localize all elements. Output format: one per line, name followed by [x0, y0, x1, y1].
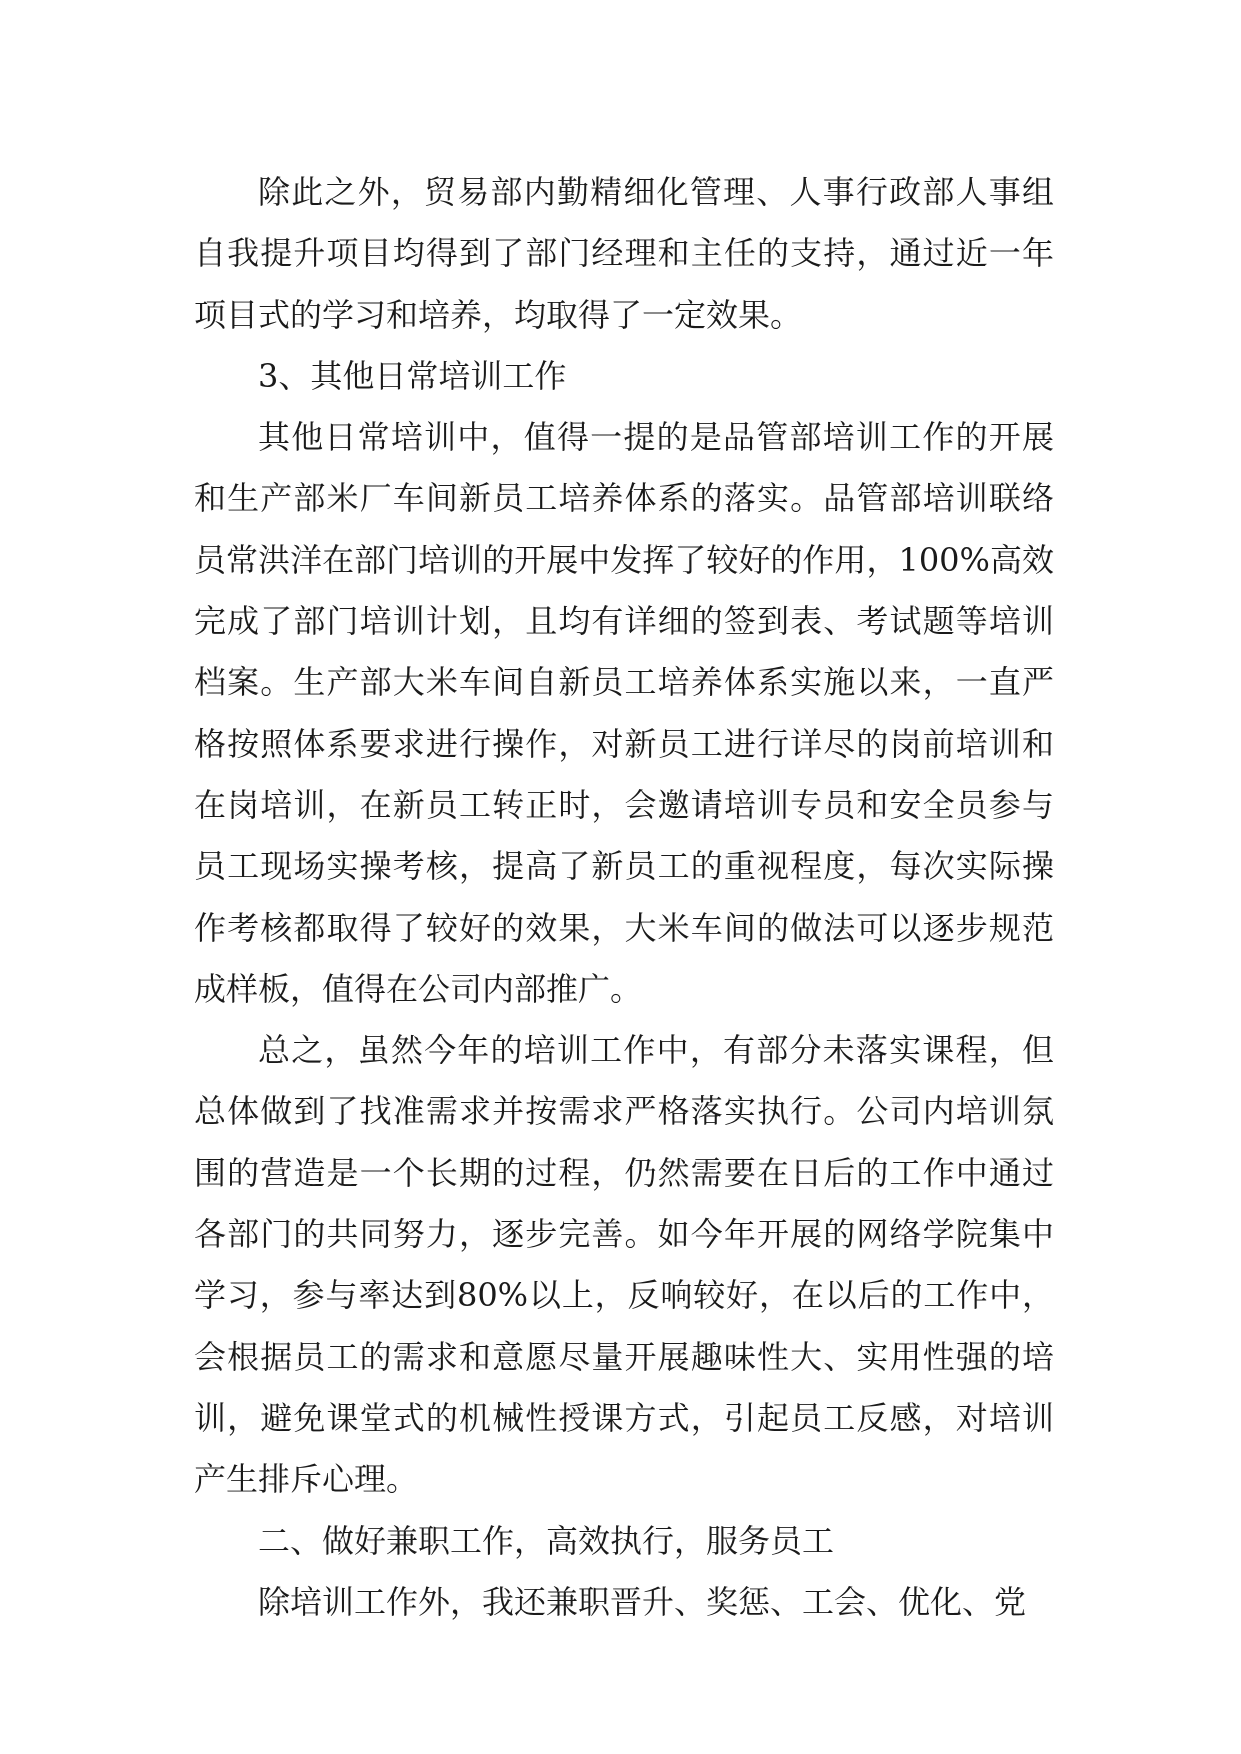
section-heading-part-time-work: 二、做好兼职工作，高效执行，服务员工: [258, 1521, 835, 1560]
paragraph-daily-training: 其他日常培训中，值得一提的是品管部培训工作的开展和生产部米厂车间新员工培养体系的落实。品管部培训联络员常洪洋在部门培训的开展中发挥了较好的作用，100%高效完成了部门培训计划，且均有详细的签到表、考试题等培训档案。生产部大米车间自新员工培养体系实施以来，一直严格按照体系要求进行操作，对新员工进行详尽的岗前培训和在岗培训，在新员工转正时，会邀请培训专员和安全员参与员工现场实操考核，提高了新员工的重视程度，每次实际操作考核都取得了较好的效果，大米车间的做法可以逐步规范成样板，值得在公司内部推广。: [194, 418, 1054, 1008]
paragraph-intro: 除此之外，贸易部内勤精细化管理、人事行政部人事组自我提升项目均得到了部门经理和主任的支持，通过近一年项目式的学习和培养，均取得了一定效果。: [194, 173, 1054, 334]
section-heading-daily-training: 3、其他日常培训工作: [258, 356, 567, 395]
document-body: [194, 162, 1054, 1633]
paragraph-summary: 总之，虽然今年的培训工作中，有部分未落实课程，但总体做到了找准需求并按需求严格落实执行。公司内培训氛围的营造是一个长期的过程，仍然需要在日后的工作中通过各部门的共同努力，逐步完善。如今年开展的网络学院集中学习，参与率达到80%以上，反响较好，在以后的工作中，会根据员工的需求和意愿尽量开展趣味性大、实用性强的培训，避免课堂式的机械性授课方式，引起员工反感，对培训产生排斥心理。: [194, 1031, 1054, 1499]
paragraph-part-time-work: 除培训工作外，我还兼职晋升、奖惩、工会、优化、党: [258, 1582, 1027, 1621]
